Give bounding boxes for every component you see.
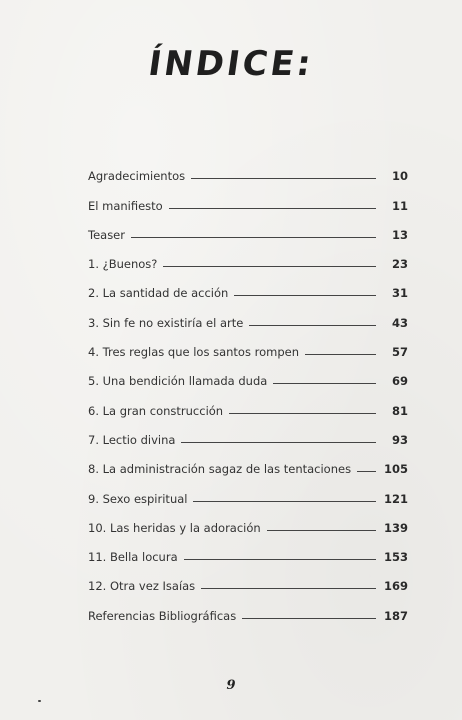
toc-leader-line bbox=[169, 208, 376, 209]
toc-entry-page: 139 bbox=[383, 520, 408, 535]
toc-leader-line bbox=[131, 237, 376, 238]
toc-entry-page: 69 bbox=[391, 374, 408, 389]
toc-entry bbox=[88, 273, 408, 302]
toc-entry-label: 8. La administración sagaz de las tentaciones bbox=[88, 462, 352, 477]
toc-entry bbox=[88, 478, 408, 507]
toc-entry bbox=[88, 595, 408, 624]
toc-entry-page: 81 bbox=[391, 403, 408, 418]
toc-entry bbox=[88, 302, 408, 331]
toc-entry-page: 31 bbox=[391, 286, 408, 301]
toc-entry bbox=[88, 215, 408, 244]
toc-entry-page: 23 bbox=[391, 257, 408, 272]
toc-leader-line bbox=[201, 588, 376, 589]
toc-entry-label: Teaser bbox=[88, 227, 125, 242]
toc-entry-label: 7. Lectio divina bbox=[88, 432, 176, 447]
toc-entry-label: El manifiesto bbox=[88, 198, 163, 213]
toc-entry-label: 12. Otra vez Isaías bbox=[88, 579, 196, 594]
page-title: ÍNDICE: bbox=[145, 44, 317, 84]
toc-entry-label: 6. La gran construcción bbox=[88, 403, 224, 418]
toc-entry bbox=[88, 449, 408, 478]
toc-leader-line bbox=[273, 383, 376, 384]
toc-leader-line bbox=[267, 530, 376, 531]
toc-leader-line bbox=[234, 295, 376, 296]
page-number: 9 bbox=[226, 678, 236, 693]
toc-entry bbox=[88, 566, 408, 595]
toc-entry-label: 9. Sexo espiritual bbox=[88, 491, 188, 506]
toc-leader-line bbox=[242, 618, 376, 619]
toc-entry-page: 153 bbox=[383, 550, 408, 565]
toc-entry-page: 10 bbox=[391, 169, 408, 184]
toc-leader-line bbox=[163, 266, 376, 267]
toc-entry bbox=[88, 185, 408, 214]
toc-leader-line bbox=[184, 559, 376, 560]
toc-entry bbox=[88, 332, 408, 361]
toc-entry-page: 93 bbox=[391, 432, 408, 447]
toc-entry bbox=[88, 508, 408, 537]
toc-entry-page: 43 bbox=[391, 315, 408, 330]
toc-entry-label: 11. Bella locura bbox=[88, 550, 178, 565]
toc-entry-page: 169 bbox=[383, 579, 408, 594]
toc-entry-page: 57 bbox=[391, 345, 408, 360]
toc-entry-page: 187 bbox=[383, 608, 408, 623]
toc-entry-label: 3. Sin fe no existiría el arte bbox=[88, 315, 244, 330]
toc-entry-label: 4. Tres reglas que los santos rompen bbox=[88, 345, 299, 360]
toc-entry bbox=[88, 537, 408, 566]
toc-entry bbox=[88, 390, 408, 419]
toc-entry-label: Agradecimientos bbox=[88, 169, 186, 184]
toc-leader-line bbox=[229, 413, 376, 414]
toc-entry-label: Referencias Bibliográficas bbox=[88, 608, 237, 623]
toc-entry-label: 10. Las heridas y la adoración bbox=[88, 520, 261, 535]
toc-entry bbox=[88, 420, 408, 449]
toc-entry-label: 2. La santidad de acción bbox=[88, 286, 229, 301]
toc-entry-page: 121 bbox=[383, 491, 408, 506]
toc-leader-line bbox=[181, 442, 376, 443]
toc-entry-label: 5. Una bendición llamada duda bbox=[88, 374, 268, 389]
paper-speck bbox=[38, 700, 41, 702]
toc-leader-line bbox=[357, 471, 376, 472]
toc-entry-page: 13 bbox=[391, 227, 408, 242]
toc-leader-line bbox=[305, 354, 376, 355]
toc-entry-label: 1. ¿Buenos? bbox=[88, 257, 158, 272]
toc-leader-line bbox=[193, 501, 376, 502]
toc-entry-page: 105 bbox=[383, 462, 408, 477]
toc-entry bbox=[88, 244, 408, 273]
toc-entry-page: 11 bbox=[391, 198, 408, 213]
toc-leader-line bbox=[191, 178, 376, 179]
toc-entry bbox=[88, 156, 408, 185]
toc-entry bbox=[88, 361, 408, 390]
toc-leader-line bbox=[249, 325, 376, 326]
table-of-contents bbox=[88, 156, 408, 625]
